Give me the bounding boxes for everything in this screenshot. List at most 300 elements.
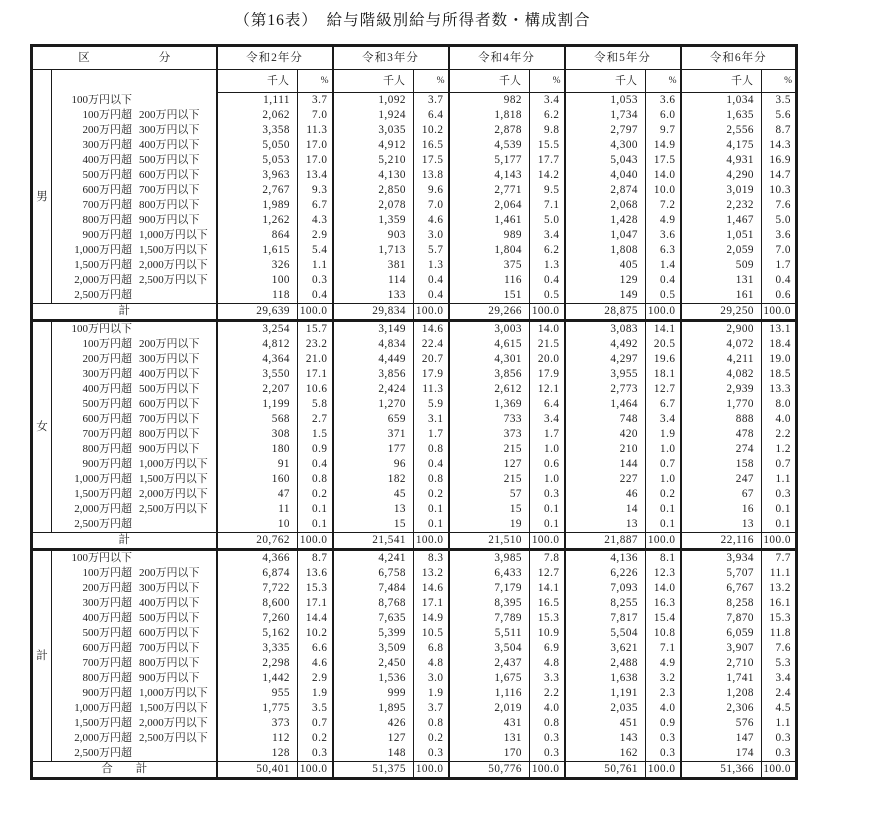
page-title: （第16表） 給与階級別給与所得者数・構成割合 <box>234 12 591 29</box>
percent-cell: 8.7 <box>298 550 333 567</box>
count-cell: 4,912 <box>333 138 414 153</box>
grand-total-row <box>32 762 797 779</box>
count-cell: 2,556 <box>681 123 762 138</box>
bracket-to: 200万円以下 <box>139 338 200 350</box>
count-cell: 29,250 <box>681 304 762 321</box>
year-header: 令和5年分 <box>565 46 681 70</box>
count-cell: 5,050 <box>217 138 298 153</box>
percent-cell: 17.1 <box>298 596 333 611</box>
percent-cell: 10.0 <box>646 183 681 198</box>
bracket-label <box>52 427 217 442</box>
bracket-to: 2,500万円以下 <box>139 503 208 515</box>
count-cell: 1,116 <box>449 686 530 701</box>
count-cell: 1,989 <box>217 198 298 213</box>
count-cell: 13 <box>681 517 762 533</box>
bracket-from: 1,000万円超 <box>74 244 132 256</box>
table-header <box>32 46 797 93</box>
count-cell: 6,874 <box>217 566 298 581</box>
count-cell: 160 <box>217 472 298 487</box>
bracket-from: 2,000万円超 <box>74 274 132 286</box>
percent-cell: 0.2 <box>414 487 449 502</box>
count-cell: 6,059 <box>681 626 762 641</box>
bracket-from: 2,500万円超 <box>74 518 132 530</box>
bracket-to: 500万円以下 <box>139 154 200 166</box>
bracket-label <box>52 412 217 427</box>
count-cell: 133 <box>333 288 414 304</box>
percent-cell: 21.0 <box>298 352 333 367</box>
count-cell: 21,887 <box>565 533 646 550</box>
bracket-label <box>52 716 217 731</box>
bracket-to: 2,000万円以下 <box>139 488 208 500</box>
bracket-label <box>52 581 217 596</box>
percent-cell: 14.0 <box>646 581 681 596</box>
count-cell: 15 <box>449 502 530 517</box>
count-cell: 478 <box>681 427 762 442</box>
count-cell: 2,612 <box>449 382 530 397</box>
percent-cell: 10.9 <box>530 626 565 641</box>
bracket-from: 1,000万円超 <box>74 473 132 485</box>
count-cell: 7,484 <box>333 581 414 596</box>
percent-cell: 0.1 <box>646 517 681 533</box>
table-row <box>32 123 797 138</box>
count-cell: 2,878 <box>449 123 530 138</box>
bracket-label <box>52 352 217 367</box>
count-cell: 174 <box>681 746 762 762</box>
count-cell: 1,369 <box>449 397 530 412</box>
bracket-from: 500万円超 <box>82 398 132 410</box>
count-cell: 4,297 <box>565 352 646 367</box>
group-label: 男 <box>32 93 52 304</box>
count-cell: 4,143 <box>449 168 530 183</box>
bracket-to: 2,000万円以下 <box>139 717 208 729</box>
count-cell: 999 <box>333 686 414 701</box>
table-row <box>32 213 797 228</box>
percent-header: % <box>762 70 797 93</box>
percent-cell: 100.0 <box>646 533 681 550</box>
header-row-years <box>32 46 797 70</box>
count-cell: 1,208 <box>681 686 762 701</box>
count-cell: 4,300 <box>565 138 646 153</box>
table-row <box>32 288 797 304</box>
percent-cell: 13.1 <box>762 321 797 338</box>
percent-cell: 6.2 <box>530 108 565 123</box>
table-row <box>32 566 797 581</box>
percent-cell: 10.6 <box>298 382 333 397</box>
bracket-from: 2,000万円超 <box>74 732 132 744</box>
percent-cell: 0.4 <box>298 288 333 304</box>
percent-cell: 5.7 <box>414 243 449 258</box>
bracket-from: 200万円超 <box>82 124 132 136</box>
count-cell: 373 <box>217 716 298 731</box>
percent-cell: 15.3 <box>298 581 333 596</box>
percent-cell: 0.8 <box>414 442 449 457</box>
count-cell: 2,019 <box>449 701 530 716</box>
percent-cell: 4.0 <box>530 701 565 716</box>
table-row <box>32 656 797 671</box>
count-cell: 100 <box>217 273 298 288</box>
bracket-to: 1,000万円以下 <box>139 229 208 241</box>
percent-cell: 17.9 <box>414 367 449 382</box>
count-cell: 5,162 <box>217 626 298 641</box>
percent-cell: 3.0 <box>414 228 449 243</box>
percent-cell: 7.2 <box>646 198 681 213</box>
percent-header: % <box>298 70 333 93</box>
count-cell: 28,875 <box>565 304 646 321</box>
percent-cell: 18.5 <box>762 367 797 382</box>
percent-cell: 4.6 <box>298 656 333 671</box>
count-cell: 7,789 <box>449 611 530 626</box>
count-cell: 1,808 <box>565 243 646 258</box>
bracket-to: 300万円以下 <box>139 582 200 594</box>
percent-cell: 1.4 <box>646 258 681 273</box>
bracket-to: 800万円以下 <box>139 657 200 669</box>
count-cell: 2,710 <box>681 656 762 671</box>
percent-cell: 15.5 <box>530 138 565 153</box>
count-cell: 57 <box>449 487 530 502</box>
bracket-to: 600万円以下 <box>139 627 200 639</box>
bracket-label <box>52 611 217 626</box>
percent-cell: 3.4 <box>762 671 797 686</box>
percent-cell: 2.2 <box>530 686 565 701</box>
bracket-from: 700万円超 <box>82 657 132 669</box>
bracket-to: 600万円以下 <box>139 169 200 181</box>
percent-cell: 6.9 <box>530 641 565 656</box>
count-cell: 8,395 <box>449 596 530 611</box>
percent-cell: 0.2 <box>298 487 333 502</box>
table-row <box>32 457 797 472</box>
bracket-label <box>52 93 217 109</box>
bracket-label <box>52 213 217 228</box>
count-cell: 3,621 <box>565 641 646 656</box>
bracket-from: 100万円超 <box>82 109 132 121</box>
percent-cell: 0.3 <box>530 487 565 502</box>
percent-cell: 15.4 <box>646 611 681 626</box>
percent-cell: 5.9 <box>414 397 449 412</box>
bracket-label <box>52 258 217 273</box>
percent-cell: 8.1 <box>646 550 681 567</box>
percent-cell: 7.6 <box>762 641 797 656</box>
count-cell: 3,550 <box>217 367 298 382</box>
count-cell: 1,464 <box>565 397 646 412</box>
percent-cell: 0.1 <box>298 502 333 517</box>
bracket-from: 100万円超 <box>82 338 132 350</box>
percent-cell: 11.1 <box>762 566 797 581</box>
bracket-label <box>52 502 217 517</box>
count-cell: 3,035 <box>333 123 414 138</box>
bracket-to: 300万円以下 <box>139 353 200 365</box>
count-cell: 158 <box>681 457 762 472</box>
count-cell: 6,767 <box>681 581 762 596</box>
count-cell: 8,600 <box>217 596 298 611</box>
percent-cell: 4.0 <box>762 412 797 427</box>
count-cell: 21,510 <box>449 533 530 550</box>
bracket-from: 1,000万円超 <box>74 702 132 714</box>
bracket-label <box>52 626 217 641</box>
count-cell: 4,241 <box>333 550 414 567</box>
count-cell: 1,536 <box>333 671 414 686</box>
count-cell: 2,078 <box>333 198 414 213</box>
percent-cell: 13.2 <box>762 581 797 596</box>
count-cell: 1,741 <box>681 671 762 686</box>
table-row <box>32 198 797 213</box>
bracket-to: 800万円以下 <box>139 199 200 211</box>
bracket-label <box>52 701 217 716</box>
count-cell: 2,035 <box>565 701 646 716</box>
count-cell: 22,116 <box>681 533 762 550</box>
year-header: 令和6年分 <box>681 46 797 70</box>
count-cell: 576 <box>681 716 762 731</box>
count-cell: 3,504 <box>449 641 530 656</box>
count-cell: 3,509 <box>333 641 414 656</box>
percent-cell: 1.0 <box>530 442 565 457</box>
count-cell: 162 <box>565 746 646 762</box>
percent-cell: 0.1 <box>298 517 333 533</box>
bracket-to: 200万円以下 <box>139 567 200 579</box>
count-cell: 7,093 <box>565 581 646 596</box>
count-cell: 2,424 <box>333 382 414 397</box>
bracket-to: 900万円以下 <box>139 214 200 226</box>
table-row <box>32 168 797 183</box>
percent-cell: 5.4 <box>298 243 333 258</box>
percent-cell: 1.7 <box>414 427 449 442</box>
percent-cell: 7.8 <box>530 550 565 567</box>
count-cell: 3,856 <box>333 367 414 382</box>
percent-cell: 11.3 <box>298 123 333 138</box>
percent-cell: 7.0 <box>298 108 333 123</box>
percent-cell: 0.2 <box>646 487 681 502</box>
percent-cell: 100.0 <box>530 304 565 321</box>
bracket-from: 800万円超 <box>82 443 132 455</box>
count-cell: 1,895 <box>333 701 414 716</box>
count-cell: 451 <box>565 716 646 731</box>
bracket-to: 400万円以下 <box>139 597 200 609</box>
count-cell: 4,130 <box>333 168 414 183</box>
count-cell: 1,047 <box>565 228 646 243</box>
percent-cell: 23.2 <box>298 337 333 352</box>
percent-cell: 12.7 <box>530 566 565 581</box>
count-cell: 177 <box>333 442 414 457</box>
bracket-from: 600万円超 <box>82 413 132 425</box>
bracket-from: 800万円超 <box>82 672 132 684</box>
percent-cell: 100.0 <box>530 762 565 779</box>
bracket-label <box>52 686 217 701</box>
percent-cell: 3.2 <box>646 671 681 686</box>
count-cell: 13 <box>565 517 646 533</box>
count-cell: 1,199 <box>217 397 298 412</box>
percent-cell: 3.4 <box>646 412 681 427</box>
percent-cell: 1.1 <box>762 472 797 487</box>
subtotal-row <box>32 533 797 550</box>
count-cell: 7,870 <box>681 611 762 626</box>
percent-cell: 0.4 <box>762 273 797 288</box>
bracket-to: 500万円以下 <box>139 383 200 395</box>
percent-cell: 14.1 <box>646 321 681 338</box>
count-cell: 2,797 <box>565 123 646 138</box>
percent-cell: 13.4 <box>298 168 333 183</box>
count-cell: 2,488 <box>565 656 646 671</box>
percent-cell: 10.3 <box>762 183 797 198</box>
bracket-label <box>52 641 217 656</box>
bracket-to: 1,000万円以下 <box>139 687 208 699</box>
count-cell: 4,834 <box>333 337 414 352</box>
count-cell: 733 <box>449 412 530 427</box>
percent-cell: 7.1 <box>646 641 681 656</box>
percent-cell: 0.4 <box>414 273 449 288</box>
percent-cell: 16.9 <box>762 153 797 168</box>
bracket-label <box>52 671 217 686</box>
percent-cell: 13.3 <box>762 382 797 397</box>
count-cell: 50,776 <box>449 762 530 779</box>
percent-cell: 12.7 <box>646 382 681 397</box>
percent-cell: 10.5 <box>414 626 449 641</box>
subtotal-label: 計 <box>32 304 217 321</box>
category-header: 区 分 <box>32 46 217 70</box>
percent-cell: 14.2 <box>530 168 565 183</box>
percent-cell: 14.6 <box>414 321 449 338</box>
count-cell: 568 <box>217 412 298 427</box>
bracket-from: 300万円超 <box>82 368 132 380</box>
bracket-to: 200万円以下 <box>139 109 200 121</box>
count-cell: 118 <box>217 288 298 304</box>
percent-cell: 0.1 <box>414 517 449 533</box>
percent-header: % <box>530 70 565 93</box>
count-cell: 1,442 <box>217 671 298 686</box>
percent-cell: 6.6 <box>298 641 333 656</box>
count-cell: 1,675 <box>449 671 530 686</box>
count-cell: 3,907 <box>681 641 762 656</box>
percent-cell: 0.7 <box>298 716 333 731</box>
count-cell: 1,428 <box>565 213 646 228</box>
bracket-to: 300万円以下 <box>139 124 200 136</box>
count-cell: 29,834 <box>333 304 414 321</box>
count-cell: 1,804 <box>449 243 530 258</box>
percent-cell: 3.7 <box>414 93 449 109</box>
bracket-from: 600万円超 <box>82 642 132 654</box>
percent-cell: 100.0 <box>762 762 797 779</box>
percent-cell: 3.0 <box>414 671 449 686</box>
count-cell: 2,207 <box>217 382 298 397</box>
bracket-label <box>52 382 217 397</box>
group-label: 女 <box>32 321 52 533</box>
count-cell: 1,615 <box>217 243 298 258</box>
table-row <box>32 671 797 686</box>
count-cell: 864 <box>217 228 298 243</box>
percent-cell: 14.1 <box>530 581 565 596</box>
count-cell: 2,771 <box>449 183 530 198</box>
percent-cell: 0.1 <box>762 502 797 517</box>
count-cell: 2,064 <box>449 198 530 213</box>
table-row <box>32 701 797 716</box>
unit-header: 千人 <box>333 70 414 93</box>
count-cell: 29,639 <box>217 304 298 321</box>
percent-cell: 14.3 <box>762 138 797 153</box>
percent-cell: 6.7 <box>298 198 333 213</box>
percent-cell: 12.3 <box>646 566 681 581</box>
percent-cell: 0.7 <box>646 457 681 472</box>
count-cell: 375 <box>449 258 530 273</box>
group-subheader <box>32 70 52 93</box>
unit-header: 千人 <box>217 70 298 93</box>
bracket-from: 600万円超 <box>82 184 132 196</box>
count-cell: 2,059 <box>681 243 762 258</box>
percent-cell: 2.7 <box>298 412 333 427</box>
count-cell: 19 <box>449 517 530 533</box>
bracket-to: 2,500万円以下 <box>139 274 208 286</box>
count-cell: 8,255 <box>565 596 646 611</box>
bracket-label <box>52 566 217 581</box>
count-cell: 2,062 <box>217 108 298 123</box>
bracket-label <box>52 138 217 153</box>
bracket-subheader <box>52 70 217 93</box>
count-cell: 982 <box>449 93 530 109</box>
bracket-label <box>52 123 217 138</box>
bracket-label <box>52 472 217 487</box>
bracket-to: 500万円以下 <box>139 612 200 624</box>
count-cell: 3,083 <box>565 321 646 338</box>
count-cell: 4,539 <box>449 138 530 153</box>
count-cell: 2,306 <box>681 701 762 716</box>
percent-cell: 5.6 <box>762 108 797 123</box>
count-cell: 3,254 <box>217 321 298 338</box>
table-row <box>32 517 797 533</box>
percent-cell: 8.0 <box>762 397 797 412</box>
percent-cell: 0.3 <box>646 746 681 762</box>
count-cell: 112 <box>217 731 298 746</box>
count-cell: 1,467 <box>681 213 762 228</box>
count-cell: 143 <box>565 731 646 746</box>
count-cell: 3,019 <box>681 183 762 198</box>
table-row <box>32 412 797 427</box>
count-cell: 1,924 <box>333 108 414 123</box>
bracket-from: 400万円超 <box>82 383 132 395</box>
percent-cell: 3.1 <box>414 412 449 427</box>
count-cell: 5,177 <box>449 153 530 168</box>
percent-cell: 9.8 <box>530 123 565 138</box>
percent-cell: 1.7 <box>762 258 797 273</box>
count-cell: 1,818 <box>449 108 530 123</box>
count-cell: 3,149 <box>333 321 414 338</box>
count-cell: 127 <box>449 457 530 472</box>
count-cell: 4,492 <box>565 337 646 352</box>
count-cell: 1,638 <box>565 671 646 686</box>
table-row <box>32 153 797 168</box>
percent-cell: 0.4 <box>414 288 449 304</box>
percent-cell: 1.0 <box>646 442 681 457</box>
count-cell: 7,817 <box>565 611 646 626</box>
percent-header: % <box>646 70 681 93</box>
percent-cell: 20.7 <box>414 352 449 367</box>
count-cell: 180 <box>217 442 298 457</box>
bracket-label <box>52 397 217 412</box>
table-body <box>32 93 797 779</box>
count-cell: 5,707 <box>681 566 762 581</box>
bracket-from: 200万円超 <box>82 353 132 365</box>
count-cell: 4,175 <box>681 138 762 153</box>
percent-cell: 1.9 <box>646 427 681 442</box>
percent-cell: 100.0 <box>762 533 797 550</box>
percent-cell: 0.3 <box>530 746 565 762</box>
percent-cell: 0.8 <box>298 472 333 487</box>
percent-cell: 1.9 <box>298 686 333 701</box>
percent-cell: 1.7 <box>530 427 565 442</box>
count-cell: 129 <box>565 273 646 288</box>
percent-cell: 3.6 <box>646 93 681 109</box>
percent-cell: 1.3 <box>414 258 449 273</box>
percent-cell: 0.1 <box>646 502 681 517</box>
count-cell: 5,511 <box>449 626 530 641</box>
count-cell: 274 <box>681 442 762 457</box>
bracket-label <box>52 108 217 123</box>
